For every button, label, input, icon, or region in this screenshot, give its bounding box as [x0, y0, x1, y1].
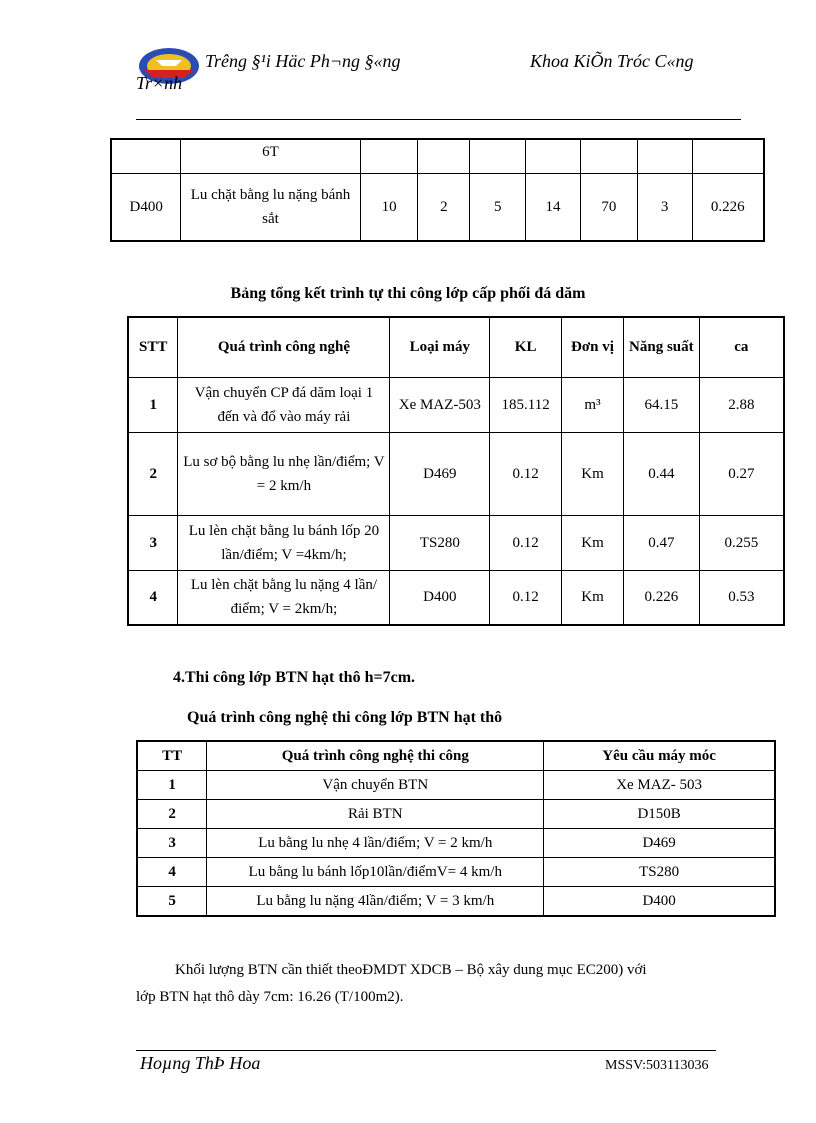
table-cell: Lu bằng lu nặng 4lần/điểm; V = 3 km/h: [207, 887, 544, 917]
table-row: [128, 515, 784, 570]
table-cell: 2: [418, 173, 470, 241]
process-table-title: Quá trình công nghệ thi công lớp BTN hạt thô: [187, 709, 503, 726]
table-cell: 0.226: [692, 173, 764, 241]
table-row: [128, 377, 784, 432]
table-cell: D400: [111, 173, 181, 241]
table-cell: Lu sơ bộ bằng lu nhẹ lần/điểm; V = 2 km/h: [178, 432, 390, 515]
table-cell: D469: [390, 432, 490, 515]
table-cell: D400: [390, 570, 490, 625]
table-cell: Lu bằng lu bánh lốp10lần/điểmV= 4 km/h: [207, 858, 544, 887]
table-cell: 3: [137, 829, 207, 858]
table-cell: 3: [128, 515, 178, 570]
table-cell: 0.12: [490, 432, 562, 515]
table-cell: 0.47: [623, 515, 699, 570]
table-row: [137, 771, 775, 800]
table-cell: [360, 139, 418, 173]
table-row: [128, 570, 784, 625]
table-cell: Lu lèn chặt bằng lu nặng 4 lần/điểm; V = 2km/h;: [178, 570, 390, 625]
table-cell: [418, 139, 470, 173]
table-cell: 2: [137, 800, 207, 829]
table-cell: 10: [360, 173, 418, 241]
table-cell: [111, 139, 181, 173]
table-cell: D150B: [544, 800, 775, 829]
school-name: Trêng §¹i Häc Ph¬ng §«ng: [205, 51, 401, 71]
table-cell: Xe MAZ-503: [390, 377, 490, 432]
footer-rule: [136, 1050, 716, 1051]
table-cell: Lu lèn chặt bằng lu bánh lốp 20 lần/điểm; V =4km/h;: [178, 515, 390, 570]
table-cell: [637, 139, 692, 173]
table-cell: 2: [128, 432, 178, 515]
table-row: [128, 432, 784, 515]
table-cell: [692, 139, 764, 173]
table-cell: 14: [526, 173, 581, 241]
table-cell: Vận chuyển BTN: [207, 771, 544, 800]
table-cell: 2.88: [699, 377, 784, 432]
faculty-name: Khoa KiÕn Tróc C«ng: [530, 51, 694, 71]
table-header-row: [137, 741, 775, 771]
table-cell: TS280: [544, 858, 775, 887]
column-header: KL: [490, 317, 562, 377]
school-name-continued: Tr×nh: [136, 73, 183, 93]
paragraph-line: Khối lượng BTN cần thiết theoĐMDT XDCB – Bộ xây dung mục EC200) với: [175, 962, 647, 978]
column-header: Quá trình công nghệ thi công: [207, 741, 544, 771]
table-cell: 0.226: [623, 570, 699, 625]
section-heading: 4.Thi công lớp BTN hạt thô h=7cm.: [173, 669, 416, 686]
table-row: [137, 858, 775, 887]
table-cell: 1: [128, 377, 178, 432]
table-cell: D469: [544, 829, 775, 858]
student-id: MSSV:503113036: [605, 1058, 709, 1073]
table-row: [111, 173, 764, 241]
table-cell: 4: [137, 858, 207, 887]
table-cell: 0.255: [699, 515, 784, 570]
table-row: [111, 139, 764, 173]
table-cell: [580, 139, 637, 173]
table-cell: D400: [544, 887, 775, 917]
table-cell: Km: [562, 432, 624, 515]
table-cell: Xe MAZ- 503: [544, 771, 775, 800]
column-header: TT: [137, 741, 207, 771]
column-header: Năng suất: [623, 317, 699, 377]
author-name: Hoµng ThÞ Hoa: [140, 1053, 261, 1073]
table-cell: Km: [562, 570, 624, 625]
table-cell: 0.27: [699, 432, 784, 515]
table-cell: Lu chặt bằng lu nặng bánh sắt: [181, 173, 360, 241]
column-header: Yêu cầu máy móc: [544, 741, 775, 771]
table-cell: 185.112: [490, 377, 562, 432]
table-cell: 0.12: [490, 515, 562, 570]
table-cell: Km: [562, 515, 624, 570]
process-table: [136, 740, 776, 917]
table-cell: 64.15: [623, 377, 699, 432]
table-cell: 0.53: [699, 570, 784, 625]
paragraph-line: lớp BTN hạt thô dày 7cm: 16.26 (T/100m2).: [136, 989, 404, 1005]
table-header-row: [128, 317, 784, 377]
header-rule: [136, 119, 741, 120]
table-cell: 5: [470, 173, 526, 241]
table-cell: 6T: [181, 139, 360, 173]
column-header: Quá trình công nghệ: [178, 317, 390, 377]
column-header: ca: [699, 317, 784, 377]
table-cell: Lu bằng lu nhẹ 4 lần/điểm; V = 2 km/h: [207, 829, 544, 858]
summary-table-title: Bảng tổng kết trình tự thi công lớp cấp phối đá dăm: [230, 285, 586, 302]
table-row: [137, 829, 775, 858]
column-header: Loại máy: [390, 317, 490, 377]
table-cell: 70: [580, 173, 637, 241]
table-cell: Rải BTN: [207, 800, 544, 829]
table-cell: 0.44: [623, 432, 699, 515]
table-cell: 3: [637, 173, 692, 241]
table-cell: Vận chuyển CP đá dăm loại 1 đến và đổ vào máy rải: [178, 377, 390, 432]
table-cell: 5: [137, 887, 207, 917]
column-header: Đơn vị: [562, 317, 624, 377]
table-cell: m³: [562, 377, 624, 432]
table-row: [137, 887, 775, 917]
summary-table: [127, 316, 785, 626]
table-cell: 1: [137, 771, 207, 800]
table-row: [137, 800, 775, 829]
table-cell: [470, 139, 526, 173]
table-cell: TS280: [390, 515, 490, 570]
machine-table-continued: [110, 138, 765, 242]
table-cell: 0.12: [490, 570, 562, 625]
column-header: STT: [128, 317, 178, 377]
table-cell: [526, 139, 581, 173]
table-cell: 4: [128, 570, 178, 625]
